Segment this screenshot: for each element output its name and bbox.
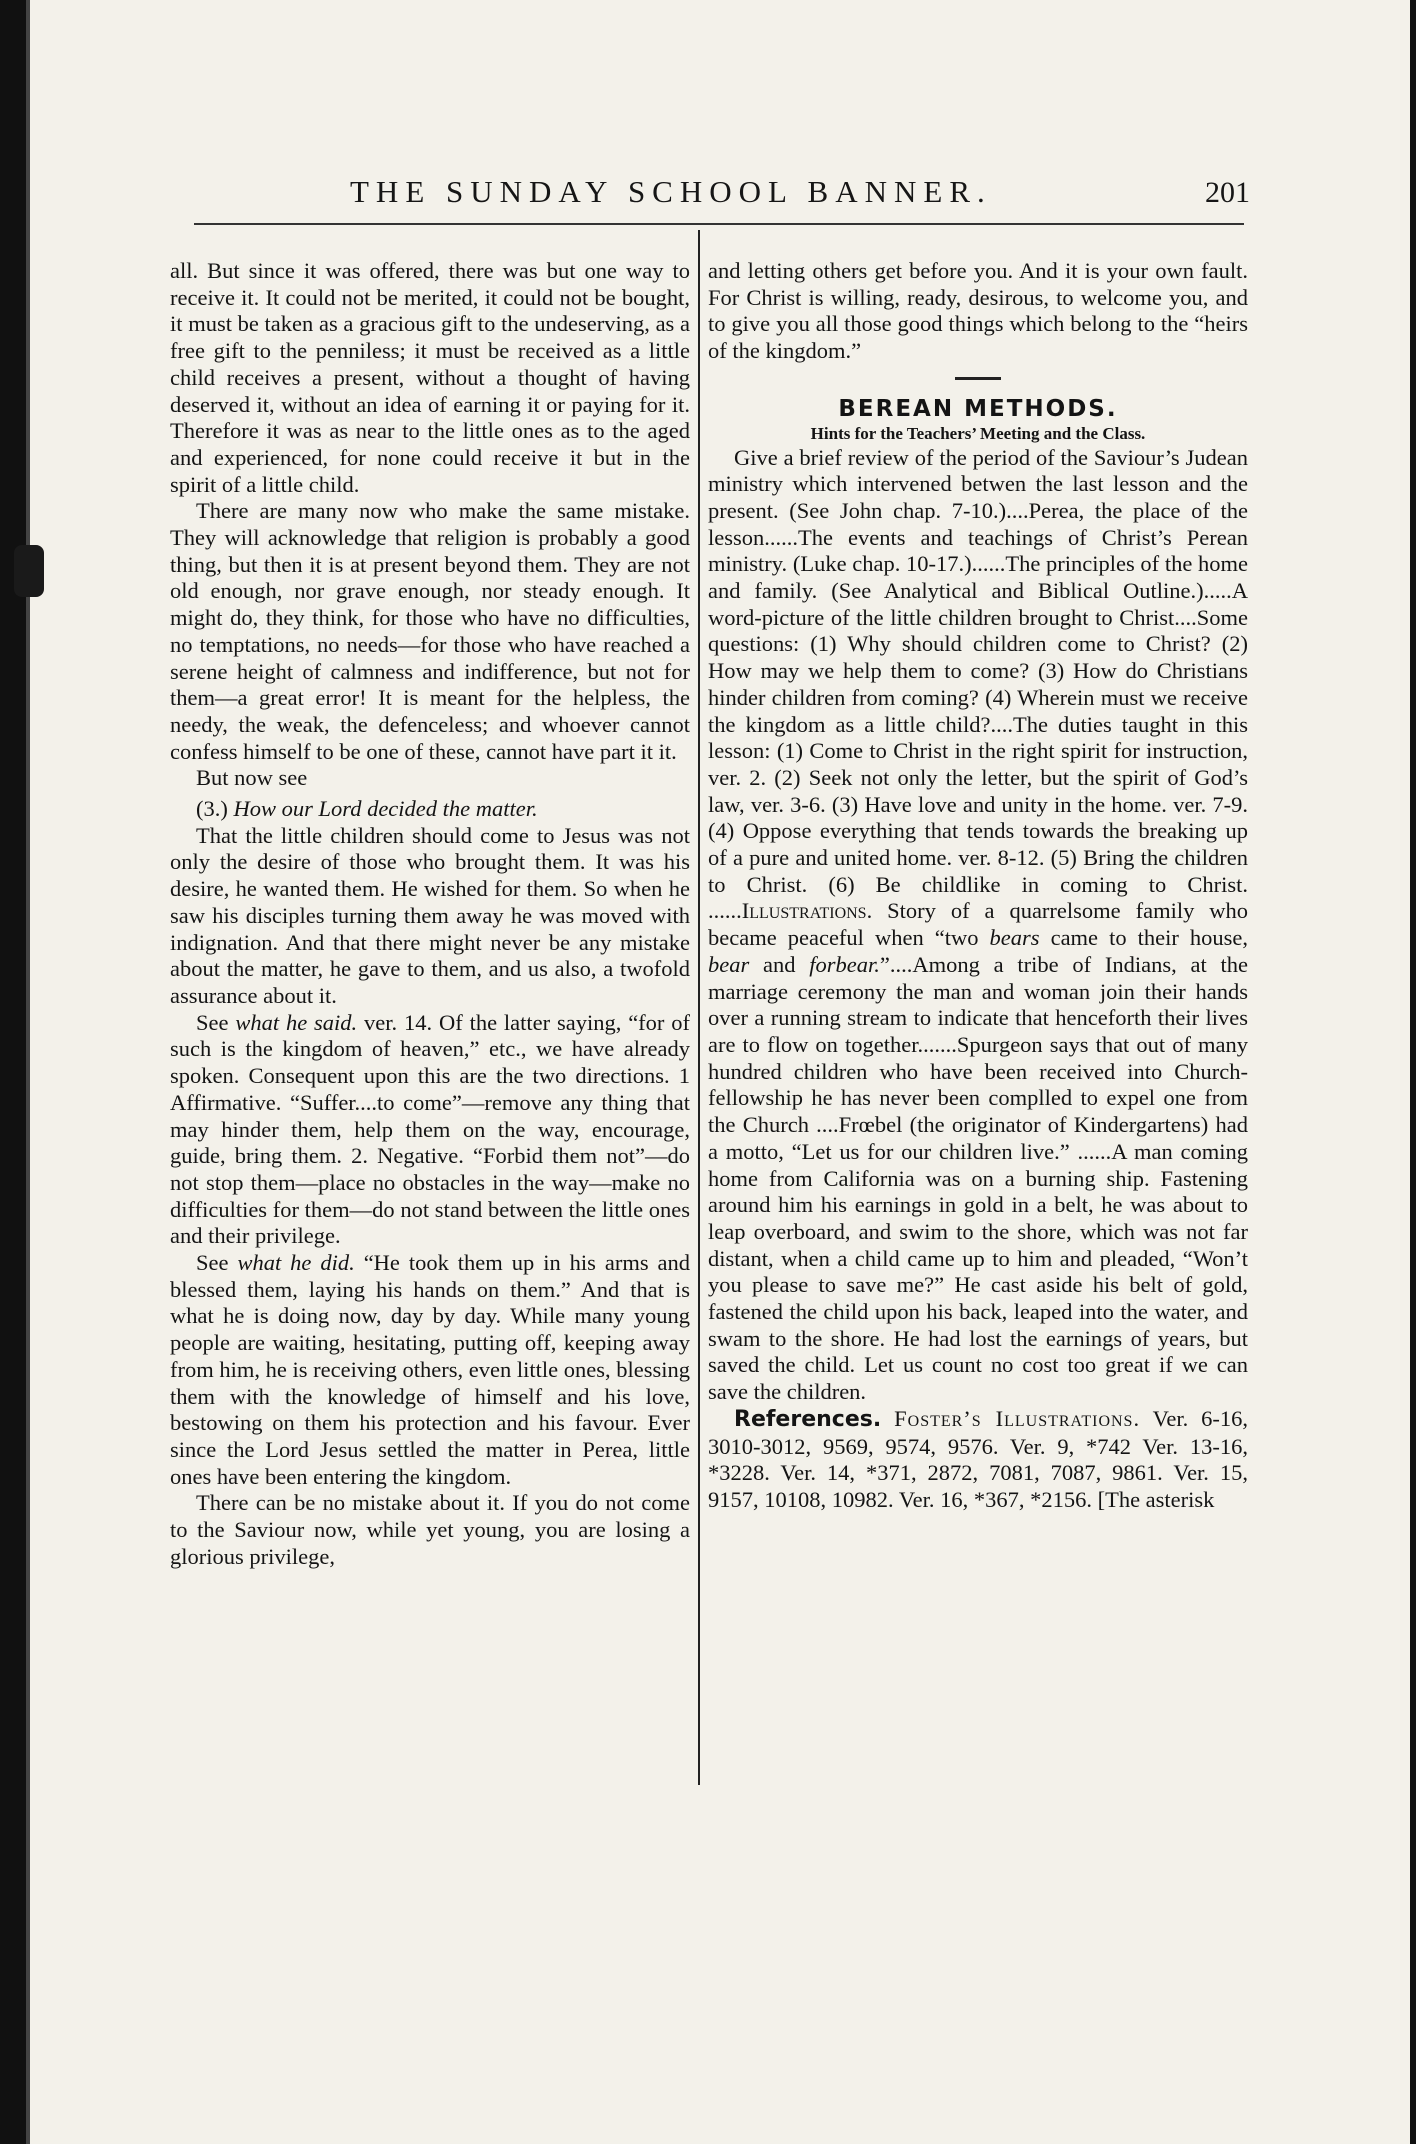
illustrations-label: Illustrations. bbox=[741, 898, 873, 924]
paragraph bbox=[170, 1250, 690, 1490]
subheading bbox=[170, 796, 690, 823]
paragraph-emphasis: bears bbox=[989, 925, 1040, 951]
references-text: Ver. 6-16, 3010-3012, 9569, 9574, 9576. Ver. 9, *742 Ver. 13-16, *3228. Ver. 14, *371, 2872, 7081, 7087, 9861. Ver. 15, 9157, 10108, 10982. Ver. 16, *367, *2156. [The asterisk bbox=[708, 1405, 1248, 1512]
paragraph-emphasis: what he did. bbox=[237, 1250, 355, 1276]
header-rule bbox=[194, 223, 1244, 225]
references bbox=[708, 1406, 1248, 1514]
paragraph: There can be no mistake about it. If you do not come to the Saviour now, while yet young, you are losing a glorious privilege, bbox=[170, 1490, 690, 1569]
paragraph: But now see bbox=[196, 765, 308, 791]
left-column bbox=[170, 258, 690, 1570]
paragraph: That the little children should come to Jesus was not only the desire of those who brought them. It was his desire, he wanted them. He wished for them. So when he saw his disciples turning them away he was moved with indignation. And that there might never be any mistake about the matter, he gave to them, and us also, a twofold assurance about it. bbox=[170, 822, 690, 1008]
paragraph-text: “He took them up in his arms and blessed them, laying his hands on them.” And that is what he is doing now, day by day. While many young people are waiting, hesitating, putting off, keeping away from him, he is receiving others, even little ones, blessing them with the knowledge of himself and his love, bestowing on them his protection and his favour. Ever since the Lord Jesus settled the matter in Perea, little ones have been entering the kingdom. bbox=[170, 1250, 691, 1489]
paragraph-text: ver. 14. Of the latter saying, “for of such is the kingdom of heaven,” etc., we have already spoken. Consequent upon this are the two directions. 1 Affirmative. “Suffer....to come”—remove any thing that may hinder them, help them on the way, encourage, guide, bring them. 2. Negative. “Forbid them not”—do not stop them—place no obstacles in the way—make no difficulties for them—do not stand between the little ones and their privilege. bbox=[170, 1009, 691, 1249]
column-divider bbox=[698, 230, 700, 1785]
paragraph-lead: See bbox=[196, 1009, 229, 1035]
right-column bbox=[708, 258, 1248, 1514]
references-source: Foster’s Illustrations. bbox=[894, 1405, 1141, 1431]
paragraph: and letting others get before you. And it is your own fault. For Christ is willing, ready, desirous, to welcome you, and to give you all those good things which belong to the “heirs of the kingdom.” bbox=[708, 258, 1248, 364]
paragraph-lead: See bbox=[196, 1250, 229, 1276]
page-number: 201 bbox=[1205, 176, 1250, 209]
section-rule bbox=[955, 377, 1001, 380]
paragraph-text: ”....Among a tribe of Indians, at the marriage ceremony the man and woman join their hands over a running stream to indicate that henceforth their lives are to flow on together.......Spurgeon says that out of many hundred children who have been received into Church-fellowship he has never been complled to expel one from the Church ....Frœbel (the originator of Kindergartens) had a motto, “Let us for our children live.” ......A man coming home from California was on a burning ship. Fastening around him his earnings in gold in a belt, he was about to leap overboard, and swim to the shore, which was not far distant, when a child came up to him and pleaded, “Won’t you please to save me?” He cast aside his belt of gold, fastened the child upon his back, leaped into the water, and swam to the shore. He had lost the earnings of years, but saved the child. Let us count no cost too great if we can save the children. bbox=[708, 951, 1249, 1405]
subheading-number: (3.) bbox=[196, 796, 228, 822]
paragraph: There are many now who make the same mistake. They will acknowledge that religion is probably a good thing, but then it is at present beyond them. They are not old enough, nor grave enough, nor steady enough. It might do, they think, for those who have no difficulties, no temptations, no needs—for those who have reached a serene height of calmness and indifference, but not for them—a great error! It is meant for the helpless, the needy, the weak, the defenceless; and whoever cannot confess himself to be one of these, cannot have part it it. bbox=[170, 498, 690, 764]
paragraph-text: Story of a quarrelsome family who became peaceful when “two bbox=[708, 898, 1249, 951]
paragraph bbox=[170, 1010, 690, 1250]
paragraph bbox=[708, 445, 1248, 1406]
paragraph-emphasis: forbear. bbox=[809, 951, 880, 977]
running-title: THE SUNDAY SCHOOL BANNER. bbox=[350, 174, 992, 209]
section-subtitle: Hints for the Teachers’ Meeting and the Class. bbox=[810, 423, 1146, 443]
paragraph-emphasis: what he said. bbox=[235, 1009, 358, 1035]
paragraph-text: and bbox=[763, 951, 796, 977]
paragraph-text: came to their house, bbox=[1050, 925, 1249, 951]
section-title: BEREAN METHODS. bbox=[838, 395, 1118, 422]
subheading-text: How our Lord decided the matter. bbox=[233, 796, 538, 822]
paragraph-emphasis: bear bbox=[708, 951, 750, 977]
paragraph-text: Give a brief review of the period of the Saviour’s Judean ministry which intervened betwen the last lesson and the present. (See John chap. 7-10.)....Perea, the place of the lesson......The events and teachings of Christ’s Perean ministry. (Luke chap. 10-17.)......The principles of the home and family. (See Analytical and Biblical Outline.).....A word-picture of the little children brought to Christ....Some questions: (1) Why should children come to Christ? (2) How may we help them to come? (3) How do Christians hinder children from coming? (4) Wherein must we receive the kingdom as a little child?....The duties taught in this lesson: (1) Come to Christ in the right spirit for instruction, ver. 2. (2) Seek not only the letter, but the spirit of God’s law, ver. 3-6. (3) Have love and unity in the home. ver. 7-9. (4) Oppose everything that tends towards the breaking up of a pure and united home. ver. 8-12. (5) Bring the children to Christ. (6) Be childlike in coming to Christ. ...... bbox=[708, 444, 1248, 924]
paragraph: all. But since it was offered, there was but one way to receive it. It could not be merited, it could not be bought, it must be taken as a gracious gift to the undeserving, as a free gift to the penniless; it must be received as a little child receives a present, without a thought of having deserved it, without an idea of earning it or paying for it. Therefore it was as near to the little ones as to the aged and experienced, for none could receive it but in the spirit of a little child. bbox=[170, 258, 690, 497]
binding-clip bbox=[14, 545, 44, 597]
references-label: References. bbox=[734, 1406, 882, 1432]
page-header bbox=[190, 168, 1250, 214]
